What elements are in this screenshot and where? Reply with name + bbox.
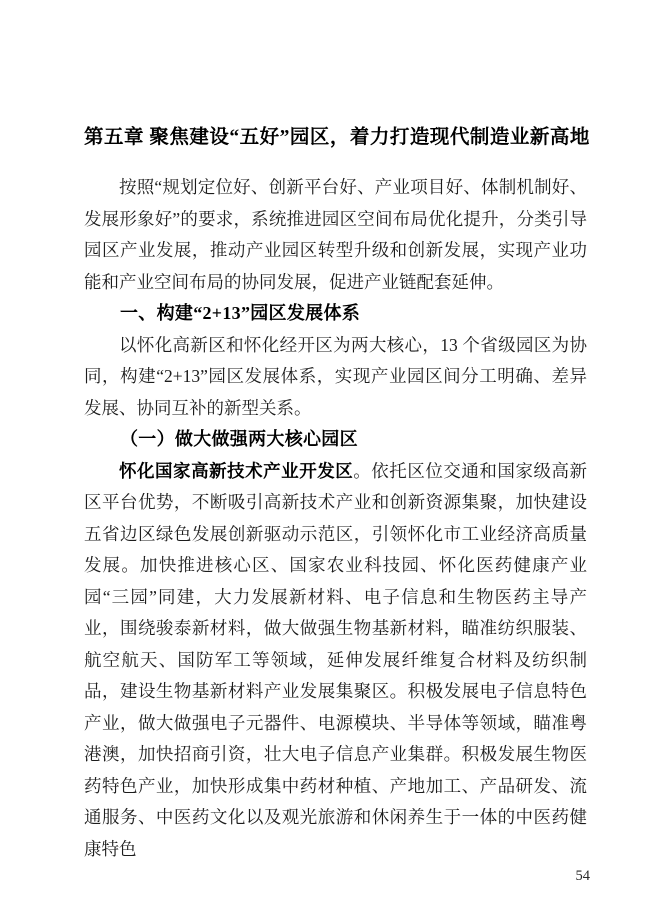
intro-paragraph: 按照“规划定位好、创新平台好、产业项目好、体制机制好、发展形象好”的要求，系统推进园区空间布局优化提升，分类引导园区产业发展，推动产业园区转型升级和创新发展，实现产业功能和产业空间布局的协同发展，促进产业链配套延伸。 xyxy=(84,177,587,292)
page-number: 54 xyxy=(575,868,590,884)
paragraph-body-text: 。依托区位交通和国家级高新区平台优势，不断吸引高新技术产业和创新资源集聚，加快建设五省边区绿色发展创新驱动示范区，引领怀化市工业经济高质量发展。加快推进核心区、国家农业科技园、怀化医药健康产业园“三园”同建，大力发展新材料、电子信息和生物医药主导产业，围绕骏泰新材料，做大做强生物基新材料，瞄准纺织服装、航空航天、国防军工等领域，延伸发展纤维复合材料及纺织制品，建设生物基新材料产业发展集聚区。积极发展电子信息特色产业，做大做强电子元器件、电源模块、半导体等领域，瞄准粤港澳，加快招商引资，壮大电子信息产业集群。积极发展生物医药特色产业，加快形成集中药材种植、产地加工、产品研发、流通服务、中医药文化以及观光旅游和休闲养生于一体的中医药健康特色 xyxy=(84,460,588,859)
section-heading-1: 一、构建“2+13”园区发展体系 xyxy=(120,303,361,323)
paragraph-bold-lead: 怀化国家高新技术产业开发区 xyxy=(119,460,354,481)
subsection-heading-1: （一）做大做强两大核心园区 xyxy=(120,429,358,449)
section-1-paragraph: 以怀化高新区和怀化经开区为两大核心，13 个省级园区为协同，构建“2+13”园区发展体系，实现产业园区间分工明确、差异发展、协同互补的新型关系。 xyxy=(84,334,587,418)
text-column xyxy=(84,124,590,865)
chapter-title: 第五章 聚焦建设“五好”园区，着力打造现代制造业新高地 xyxy=(84,127,590,148)
subsection-paragraph xyxy=(84,456,587,866)
